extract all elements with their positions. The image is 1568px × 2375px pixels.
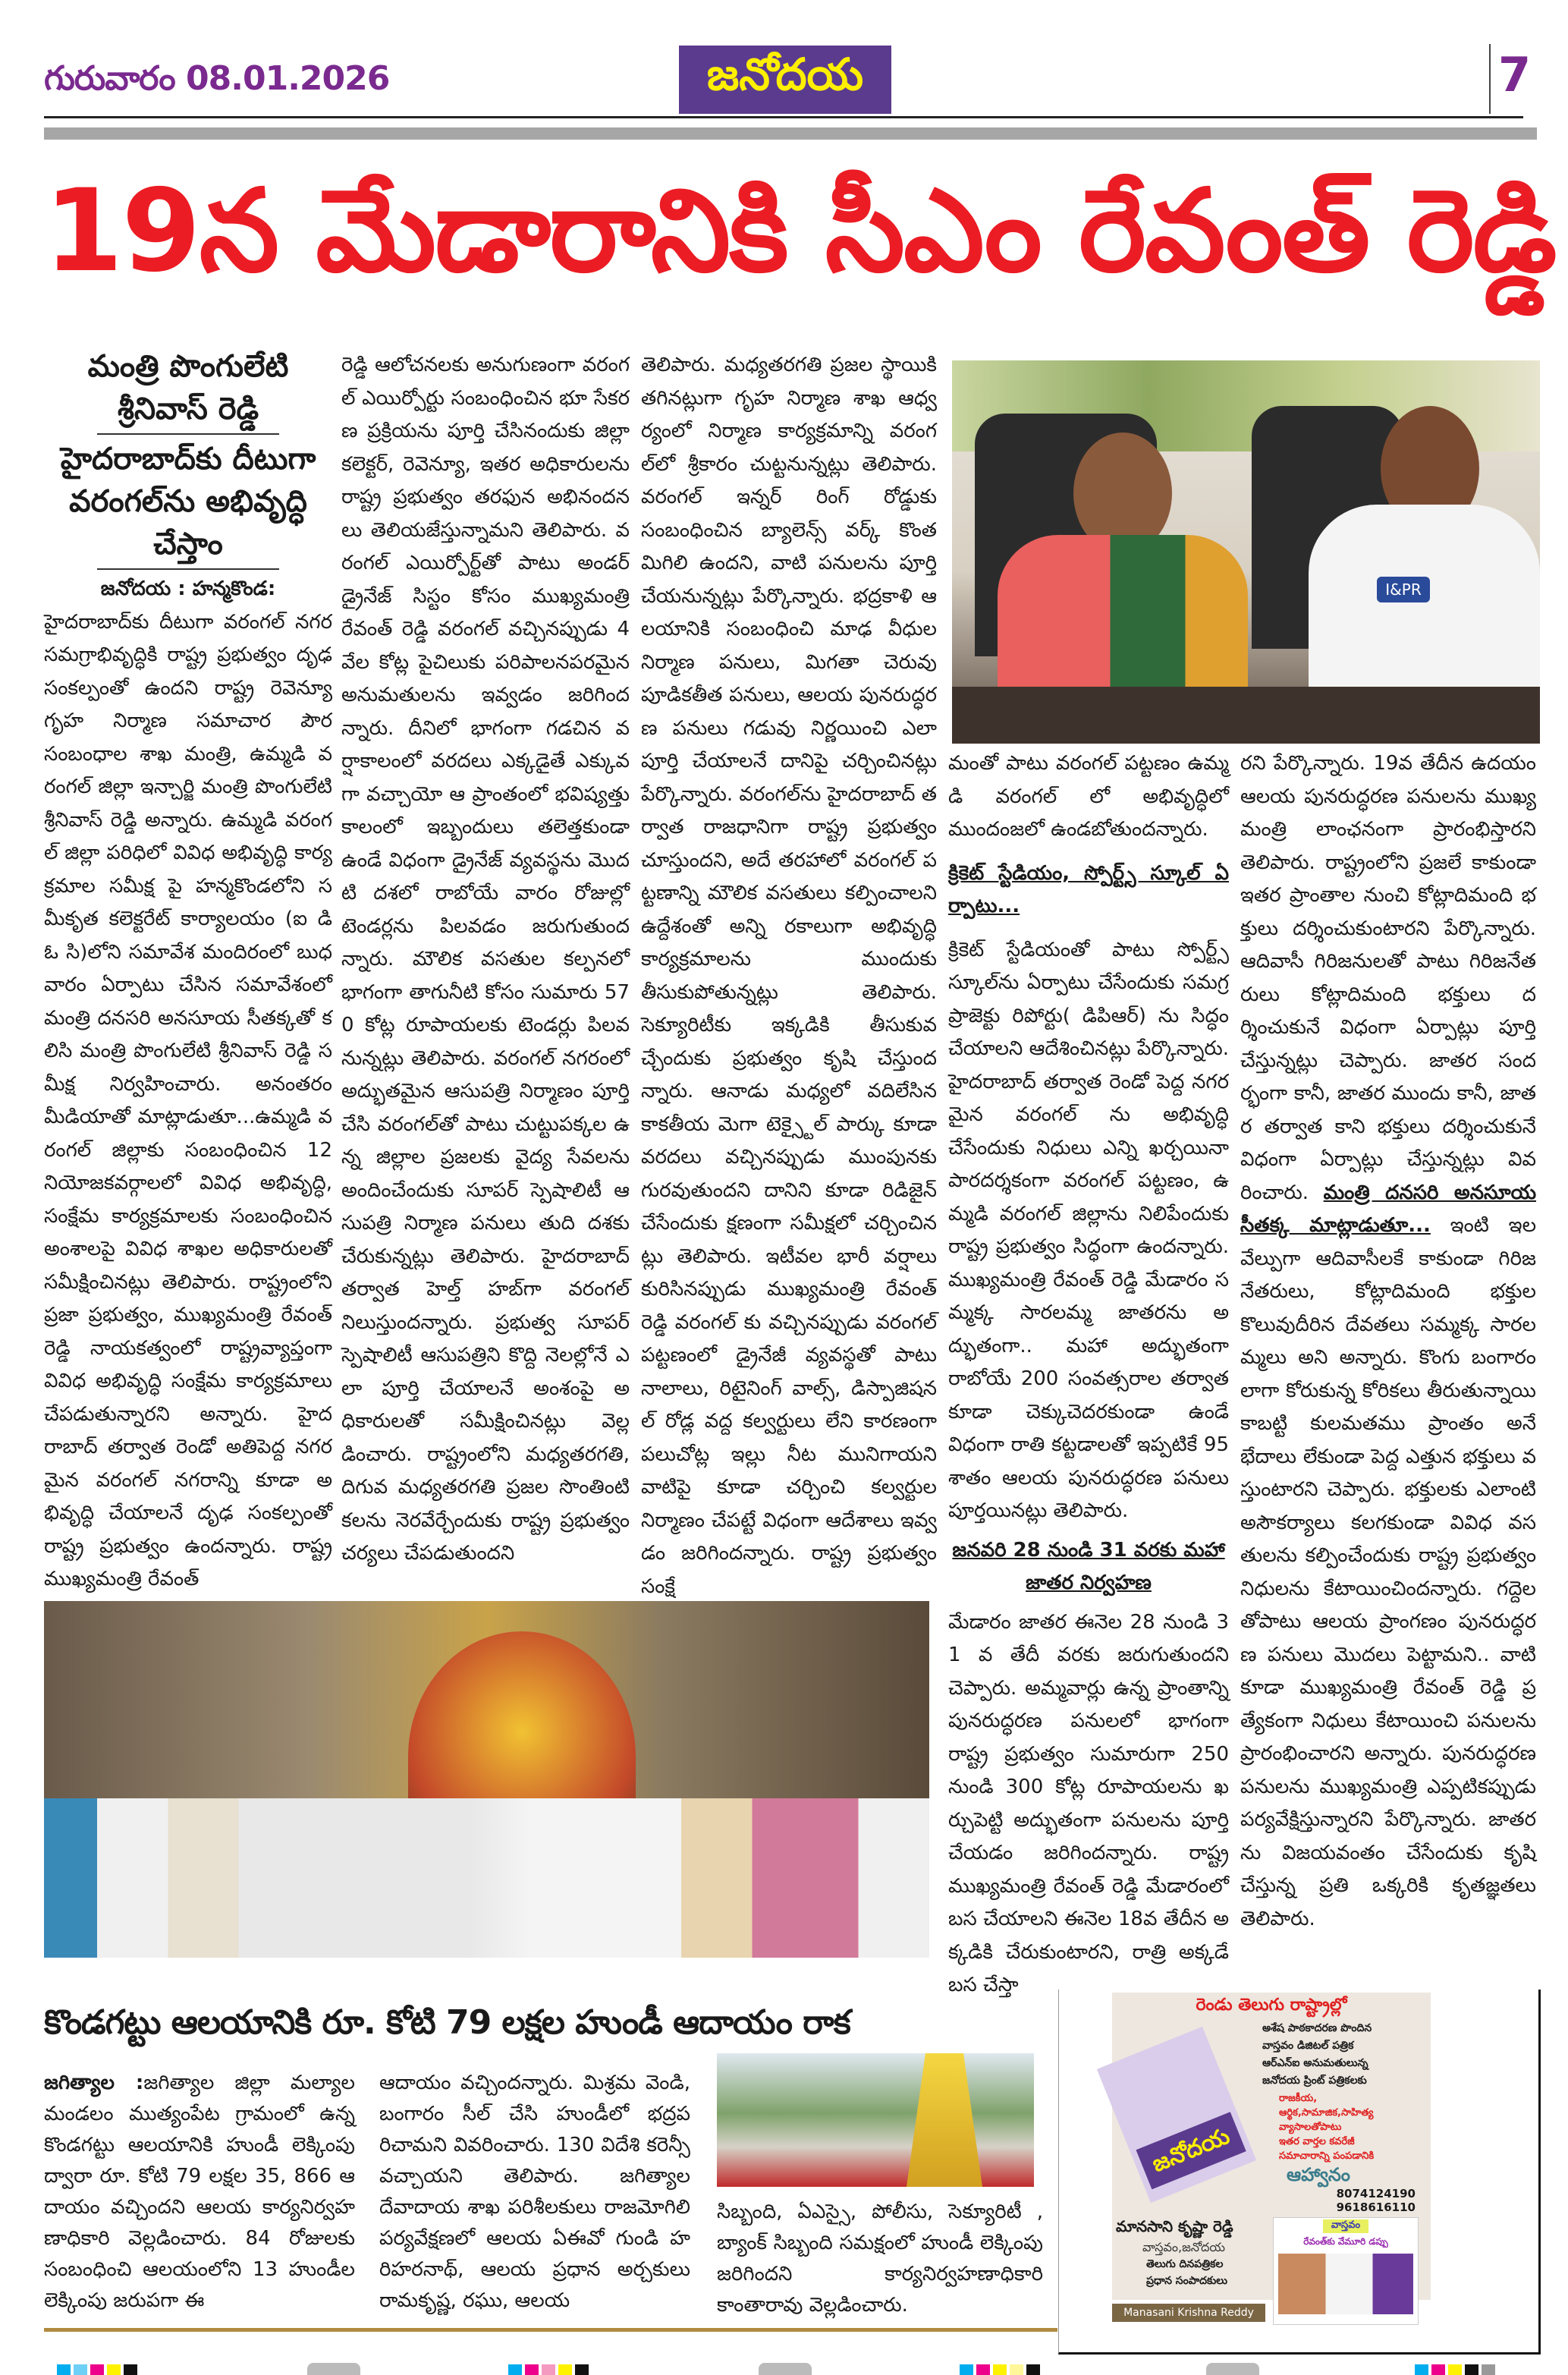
swatch-yellow xyxy=(558,2364,572,2375)
second-story-headline: కొండగట్టు ఆలయానికి రూ. కోటి 79 లక్షల హుండీ ఆదాయం రాక xyxy=(44,2003,850,2042)
lead-column-3: తెలిపారు. మధ్యతరగతి ప్రజల స్థాయికి తగినట్లుగా గృహ నిర్మాణ శాఖ ఆధ్వర్యంలో నిర్మాణ కార్యక్రమాన్ని వరంగల్‌లో శ్రీకారం చుట్టనున్నట్లు తెలిపారు. వరంగల్ ఇన్నర్ రింగ్ రోడ్డుకు సంబంధించిన బ్యాలెన్స్ వర్క్ కొంత మిగిలి ఉందని, వాటి పనులను పూర్తి చేయనున్నట్లు పేర్కొన్నారు. భద్రకాళి ఆలయానికి సంబంధించి మాఢ వీధుల నిర్మాణ పనులు, మిగతా చెరువు పూడికతీత పనులు, ఆలయ పునరుద్ధరణ పనులు గడువు నిర్ణయించి ఎలా పూర్తి చేయాలనే దానిపై చర్చించినట్లు పేర్కొన్నారు. వరంగల్‌ను హైదరాబాద్ తర్వాత రాజధానిగా రాష్ట్ర ప్రభుత్వం చూస్తుందని, అదే తరహాలో వరంగల్ పట్టణాన్ని మౌలిక వసతులు కల్పించాలని ఉద్దేశంతో అన్ని రకాలుగా అభివృద్ధి కార్యక్రమాలను ముందుకు తీసుకుపోతున్నట్లు తెలిపారు. సెక్యూరిటీకు ఇక్కడికి తీసుకువచ్చేందుకు ప్రభుత్వం కృషి చేస్తుందన్నారు. ఆనాడు మధ్యలో వదిలేసిన కాకతీయ మెగా టెక్స్టైల్ పార్కు కూడా వరదలు వచ్చినప్పుడు ముంపునకు గురవుతుందని దానిని కూడా రిడిజైన్ చేసేందుకు క్షణంగా సమీక్షలో చర్చించినట్లు తెలిపారు. ఇటీవల భారీ వర్షాలు కురిసినప్పుడు ముఖ్యమంత్రి రేవంత్ రెడ్డి వరంగల్ కు వచ్చినప్పుడు వరంగల్ పట్టణంలో డ్రైనేజీ వ్యవస్థతో పాటు నాలాలు, రిటైనింగ్ వాల్స్, డిస్పాజిషనల్ రోడ్ల వద్ద కల్వర్టులు లేని కారణంగా పలుచోట్ల ఇల్లు నీట మునిగాయని వాటిపై కూడా చర్చించి కల్వర్టుల నిర్మాణం చేపట్టే విధంగా ఆదేశాలు ఇవ్వడం జరిగిందన్నారు. రాష్ట్ర ప్రభుత్వం సంక్షే xyxy=(641,354,937,1598)
paragraph: మంతో పాటు వరంగల్ పట్టణం ఉమ్మడి వరంగల్ లో అభివృద్ధిలో ముందంజలో ఉండబోతుందన్నారు. xyxy=(948,752,1229,841)
swatch-cyan xyxy=(960,2364,973,2375)
divider xyxy=(1489,44,1491,114)
ad-role: ప్రధాన సంపాదకులు xyxy=(1146,2275,1227,2287)
dateline: జనోదయ : హన్మకొండ: xyxy=(100,577,276,600)
topic: రాజకీయ, xyxy=(1279,2093,1318,2104)
page-number: 7 xyxy=(1498,47,1532,102)
masthead-rule xyxy=(44,116,1523,118)
registration-mark xyxy=(307,2363,360,2375)
ad-phones xyxy=(1309,2187,1416,2214)
swatch xyxy=(542,2364,555,2375)
second-story-column-2: ఆదాయం వచ్చిందన్నారు. మిశ్రమ వెండి, బంగారం సీల్ చేసి హుండీలో భద్రపరిచామని వివరించారు. 130 విదేశి కరెన్సీ వచ్చాయని తెలిపారు. జగిత్యాల దేవాదాయ శాఖ పరిశీలకులు రాజమోగిలి పర్యవేక్షణలో ఆలయ ఏఈవో గుండి హరిహరనాథ్, ఆలయ ప్రధాన అర్చకులు రామకృష్ణ, రఘు, ఆలయ xyxy=(379,2071,690,2312)
kondagattu-temple-photo xyxy=(717,2053,1034,2187)
gray-band xyxy=(44,127,1537,140)
issue-date: గురువారం 08.01.2026 xyxy=(44,59,390,98)
registration-mark xyxy=(759,2363,812,2375)
phone-number: 9618616110 xyxy=(1336,2200,1416,2214)
swatch-cyan xyxy=(508,2364,522,2375)
swatch xyxy=(1010,2364,1023,2375)
newspaper-logo xyxy=(679,46,891,114)
registration-mark xyxy=(1206,2363,1259,2375)
swatch-magenta xyxy=(90,2364,104,2375)
people-group xyxy=(44,1798,929,1958)
person-minister-saree xyxy=(998,535,1248,709)
paragraph: జగిత్యాల జిల్లా మల్యాల మండలం ముత్యంపేట గ్రామంలో ఉన్న కొండగట్టు ఆలయానికి హుండీ లెక్కింపు ద్వారా రూ. కోటి 79 లక్షల 35, 866 ఆదాయం వచ్చిందని ఆలయ కార్యనిర్వహణాధికారి వెల్లడించారు. 84 రోజులకు సంబంధించి ఆలయంలోని 13 హుండీల లెక్కింపు జరుపగా ఈ xyxy=(44,2071,355,2312)
topic: ఆర్థిక,సామాజిక,సాహిత్య xyxy=(1279,2107,1374,2119)
subhead-minister: మంత్రి పొంగులేటి శ్రీనివాస్ రెడ్డి xyxy=(87,349,289,426)
lead-column-5 xyxy=(1240,747,1536,1969)
ad-line: వాస్తవం డిజిటల్ పత్రిక xyxy=(1262,2040,1354,2052)
dateline: జగిత్యాల : xyxy=(44,2071,144,2094)
ad-topics xyxy=(1279,2091,1423,2163)
vastavam-paper-clip xyxy=(1273,2217,1419,2325)
ad-papers: వాస్తవం,జనోదయ xyxy=(1142,2240,1225,2254)
ad-role: తెలుగు దినపత్రికల xyxy=(1146,2258,1224,2270)
swatch-black xyxy=(1026,2364,1040,2375)
ad-line: అశేష పాఠకాదరణ పొందిన xyxy=(1262,2022,1372,2034)
paragraph: రని పేర్కొన్నారు. 19వ తేదీన ఉదయం ఆలయ పునరుద్ధరణ పనులను ముఖ్యమంత్రి లాంఛనంగా ప్రారంభిస్తారని తెలిపారు. రాష్ట్రంలోని ప్రజలే కాకుండా ఇతర ప్రాంతాల నుంచి కోట్లాదిమంది భక్తులు దర్శించుకుంటారని పేర్కొన్నారు. ఆదివాసీ గిరిజనులతో పాటు గిరిజనేతరులు కోట్లాదిమంది భక్తులు దర్శించుకునే విధంగా ఏర్పాట్లు పూర్తి చేస్తున్నట్లు చెప్పారు. జాతర సందర్భంగా కానీ, జాతర ముందు కానీ, జాతర తర్వాత కాని భక్తులు దర్శించుకునే విధంగా ఏర్పాట్లు చేస్తున్నట్లు వివరించారు. xyxy=(1240,752,1536,1204)
swatch-magenta xyxy=(525,2364,539,2375)
lead-headline: 19న మేడారానికి సీఎం రేవంత్ రెడ్డి xyxy=(44,165,1556,297)
ad-intro xyxy=(1262,2020,1414,2090)
paragraph: ఇంటి ఇలవేల్పుగా ఆదివాసీలకే కాకుండా గిరిజనేతరులు, కోట్లాదిమంది భక్తుల కొలువుదీరిన దేవతలు సమ్మక్క సారలమ్మలు అని అన్నారు. కొంగు బంగారం లాగా కోరుకున్న కోరికలు తీరుతున్నాయి కాబట్టి కులమతము ప్రాంతం అనే భేదాలు లేకుండా పెద్ద ఎత్తున భక్తులు వస్తుంటారని చెప్పారు. భక్తులకు ఎలాంటి అసౌకర్యాలు కలగకుండా వివిధ వసతులను కల్పించేందుకు రాష్ట్ర ప్రభుత్వం నిధులను కేటాయించిందన్నారు. గద్దెలతోపాటు ఆలయ ప్రాంగణం పునరుద్ధరణ పనులు మొదలు పెట్టామని.. వాటి కూడా ముఖ్యమంత్రి రేవంత్ రెడ్డి ప్రత్యేకంగా నిధులు కేటాయించి పనులను ప్రారంభించారని అన్నారు. పునరుద్ధరణ పనులను ముఖ్యమంత్రి ఎప్పటికప్పుడు పర్యవేక్షిస్తున్నారని పేర్కొన్నారు. జాతరను విజయవంతం చేసేందుకు కృషి చేస్తున్న ప్రతి ఒక్కరికి కృతజ్ఞతలు తెలిపారు. xyxy=(1240,1214,1536,1930)
section-rule xyxy=(44,2328,1057,2332)
vastavam-logo: వాస్తవం xyxy=(1323,2219,1368,2233)
lead-column-1-block xyxy=(44,345,332,1590)
press-meet-photo xyxy=(952,360,1540,744)
second-story-column-3: సిబ్బంది, ఏఎస్సై, పోలీసు, సెక్యూరిటీ , బ్యాంక్ సిబ్బంది సమక్షంలో హుండీ లెక్కింపు జరిగిందని కార్యనిర్వహణాధికారి కాంతారావు వెల్లడించారు. xyxy=(717,2200,1043,2317)
logo-text: జనోదయ xyxy=(706,48,864,100)
topic: వ్యాసాలతోపాటు xyxy=(1279,2122,1342,2133)
temple-visit-photo xyxy=(44,1601,929,1958)
ad-english-name: Manasani Krishna Reddy xyxy=(1112,2304,1265,2322)
second-story-column-1 xyxy=(44,2068,355,2326)
divider xyxy=(97,568,279,570)
lead-column-4 xyxy=(948,747,1229,1996)
ad-line: జనోదయ ప్రింట్ పత్రికలకు xyxy=(1262,2075,1367,2087)
ad-line: ఆర్ఎన్ఐ అనుమతులున్న xyxy=(1262,2057,1368,2069)
swatch-cyan xyxy=(1415,2364,1428,2375)
swatch-magenta xyxy=(976,2364,990,2375)
swatch-yellow xyxy=(107,2364,121,2375)
temple-gopuram xyxy=(907,2053,982,2187)
paragraph: క్రికెట్ స్టేడియంతో పాటు స్పోర్ట్స్ స్కూల్‌ను ఏర్పాటు చేసేందుకు సమగ్ర ప్రాజెక్టు రిపోర్టు( డిపిఆర్) ను సిద్ధం చేయాలని ఆదేశించినట్లు పేర్కొన్నారు. హైదరాబాద్ తర్వాత రెండో పెద్ద నగరమైన వరంగల్ ను అభివృద్ధి చేసేందుకు నిధులు ఎన్ని ఖర్చయినా పారదర్శకంగా వరంగల్ పట్టణం, ఉమ్మడి వరంగల్ జిల్లాను నిలిపేందుకు రాష్ట్ర ప్రభుత్వం సిద్ధంగా ఉందన్నారు. ముఖ్యమంత్రి రేవంత్ రెడ్డి మేడారం సమ్మక్క సారలమ్మ జాతరను అద్భుతంగా.. మహా అద్భుతంగా రాబోయే 200 సంవత్సరాల తర్వాత కూడా చెక్కుచెదరకుండా ఉండే విధంగా రాతి కట్టడాలతో ఇప్పటికే 95 శాతం ఆలయ పునరుద్ధరణ పనులు పూర్తయినట్లు తెలిపారు. xyxy=(948,938,1229,1522)
subhead-cricket-stadium: క్రికెట్ స్టేడియం, స్పోర్ట్స్ స్కూల్ ఏర్పాటు... xyxy=(948,861,1229,917)
ad-red-line: రెండు తెలుగు రాష్ట్రాల్లో xyxy=(1196,1996,1347,2015)
swatch-black xyxy=(1465,2364,1478,2375)
mic-label: I&PR xyxy=(1377,577,1430,602)
swatch-black xyxy=(124,2364,137,2375)
swatch-gray xyxy=(1482,2364,1495,2375)
swatch-yellow xyxy=(993,2364,1007,2375)
swatch-magenta xyxy=(1431,2364,1445,2375)
swatch-yellow xyxy=(1448,2364,1462,2375)
phone-number: 8074124190 xyxy=(1336,2187,1416,2200)
subhead-seethakka: మంత్రి దనసరి అనసూయ సీతక్క మాట్లాడుతూ... xyxy=(1240,1181,1537,1237)
swatch xyxy=(74,2364,87,2375)
subhead-quote: హైదరాబాద్‌కు దీటుగా వరంగల్‌ను అభివృద్ధి చేస్తాం xyxy=(60,442,316,562)
janodaya-advertisement xyxy=(1058,1990,1541,2355)
subhead-jatara-dates: జనవరి 28 నుండి 31 వరకు మహా జాతర నిర్వహణ xyxy=(952,1538,1225,1594)
lead-column-1: హైదరాబాద్‌కు దీటుగా వరంగల్ నగర సమగ్రాభివృద్ధికి రాష్ట్ర ప్రభుత్వం దృఢ సంకల్పంతో ఉందని రాష్ట్ర రెవెన్యూ గృహ నిర్మాణ సమాచార పౌర సంబంధాల శాఖ మంత్రి, ఉమ్మడి వరంగల్ జిల్లా ఇన్చార్జి మంత్రి పొంగులేటి శ్రీనివాస్ రెడ్డి అన్నారు. ఉమ్మడి వరంగల్ జిల్లా పరిధిలో వివిధ అభివృద్ధి కార్యక్రమాల సమీక్ష పై హన్మకొండలోని సమీకృత కలెక్టరేట్ కార్యాలయం (ఐ డి ఓ సి)లోని సమావేశ మందిరంలో బుధవారం ఏర్పాటు చేసిన సమావేశంలో మంత్రి దనసరి అనసూయ సీతక్కతో కలిసి మంత్రి పొంగులేటి శ్రీనివాస్ రెడ్డి సమీక్ష నిర్వహించారు. అనంతరం మీడియాతో మాట్లాడుతూ...ఉమ్మడి వరంగల్ జిల్లాకు సంబంధించిన 12 నియోజకవర్గాలలో వివిధ అభివృద్ధి, సంక్షేమ కార్యక్రమాలకు సంబంధించిన అంశాలపై వివిధ శాఖల అధికారులతో సమీక్షించినట్లు తెలిపారు. రాష్ట్రంలోని ప్రజా ప్రభుత్వం, ముఖ్యమంత్రి రేవంత్ రెడ్డి నాయకత్వంలో రాష్ట్రవ్యాప్తంగా వివిధ అభివృద్ధి సంక్షేమ కార్యక్రమాలు చేపడుతున్నారని అన్నారు. హైదరాబాద్ తర్వాత రెండో అతిపెద్ద నగరమైన వరంగల్ నగరాన్ని కూడా అభివృద్ధి చేయాలనే దృఢ సంకల్పంతో రాష్ట్ర ప్రభుత్వం ఉందన్నారు. రాష్ట్ర ముఖ్యమంత్రి రేవంత్ xyxy=(44,610,332,1590)
vastavam-headline: రేవంత్‌కు వేమూరి డప్పు xyxy=(1303,2236,1388,2247)
vastavam-photo xyxy=(1278,2254,1413,2314)
divider xyxy=(97,433,279,435)
ad-invite: ఆహ్వానం xyxy=(1287,2164,1350,2185)
ad-editor-name: మానసాని కృష్ణా రెడ్డి xyxy=(1116,2217,1233,2235)
ad-logo: జనోదయ xyxy=(1136,2112,1246,2189)
topic: సమాచారాన్ని పంపడానికి xyxy=(1279,2150,1375,2162)
swatch-black xyxy=(575,2364,589,2375)
paragraph: మేడారం జాతర ఈనెల 28 నుండి 31 వ తేదీ వరకు జరుగుతుందని చెప్పారు. అమ్మవార్లు ఉన్న ప్రాంతాన్ని పునరుద్ధరణ పనులలో భాగంగా రాష్ట్ర ప్రభుత్వం సుమారుగా 250 నుండి 300 కోట్ల రూపాయలను ఖర్చుపెట్టి అద్భుతంగా పనులను పూర్తి చేయడం జరిగిందన్నారు. రాష్ట్ర ముఖ్యమంత్రి రేవంత్ రెడ్డి మేడారంలో బస చేయాలని ఈనెల 18వ తేదీన అక్కడికి చేరుకుంటారని, రాత్రి అక్కడే బస చేస్తా xyxy=(948,1610,1229,1996)
table xyxy=(952,687,1540,744)
topic: ఇతర వార్తల కవరేజీ xyxy=(1279,2136,1355,2147)
lead-column-2: రెడ్డి ఆలోచనలకు అనుగుణంగా వరంగల్ ఎయిర్పోర్టు సంబంధించిన భూ సేకరణ ప్రక్రియను పూర్తి చేసినందుకు జిల్లా కలెక్టర్, రెవెన్యూ, ఇతర అధికారులను రాష్ట్ర ప్రభుత్వం తరఫున అభినందనలు తెలియజేస్తున్నామని తెలిపారు. వరంగల్ ఎయిర్పోర్ట్‌తో పాటు అండర్ డ్రైనేజ్ సిస్టం కోసం ముఖ్యమంత్రి రేవంత్ రెడ్డి వరంగల్ వచ్చినప్పుడు 4వేల కోట్ల పైచిలుకు పరిపాలనపరమైన అనుమతులను ఇవ్వడం జరిగిందన్నారు. దీనిలో భాగంగా గడచిన వర్షాకాలంలో వరదలు ఎక్కడైతే ఎక్కువగా వచ్చాయో ఆ ప్రాంతంలో భవిష్యత్తు కాలంలో ఇబ్బందులు తలెత్తకుండా ఉండే విధంగా డ్రైనేజ్ వ్యవస్థను మొదటి దశలో రాబోయే వారం రోజుల్లో టెండర్లను పిలవడం జరుగుతుందన్నారు. మౌలిక వసతుల కల్పనలో భాగంగా తాగునీటి కోసం సుమారు 570 కోట్ల రూపాయలకు టెండర్లు పిలవనున్నట్లు తెలిపారు. వరంగల్ నగరంలో అద్భుతమైన ఆసుపత్రి నిర్మాణం పూర్తి చేసి వరంగల్‌తో పాటు చుట్టుపక్కల ఉన్న జిల్లాల ప్రజలకు వైద్య సేవలను అందించేందుకు సూపర్ స్పెషాలిటీ ఆసుపత్రి నిర్మాణ పనులు తుది దశకు చేరుకున్నట్లు తెలిపారు. హైదరాబాద్ తర్వాత హెల్త్ హబ్‌గా వరంగల్ నిలుస్తుందన్నారు. ప్రభుత్వ సూపర్ స్పెషాలిటీ ఆసుపత్రిని కొద్ది నెలల్లోనే ఎలా పూర్తి చేయాలనే అంశంపై అధికారులతో సమీక్షించినట్లు వెల్లడించారు. రాష్ట్రంలోని మధ్యతరగతి, దిగువ మధ్యతరగతి ప్రజల సొంతింటి కలను నెరవేర్చేందుకు రాష్ట్ర ప్రభుత్వం చర్యలు చేపడుతుందని xyxy=(341,354,630,1565)
swatch-cyan xyxy=(57,2364,71,2375)
